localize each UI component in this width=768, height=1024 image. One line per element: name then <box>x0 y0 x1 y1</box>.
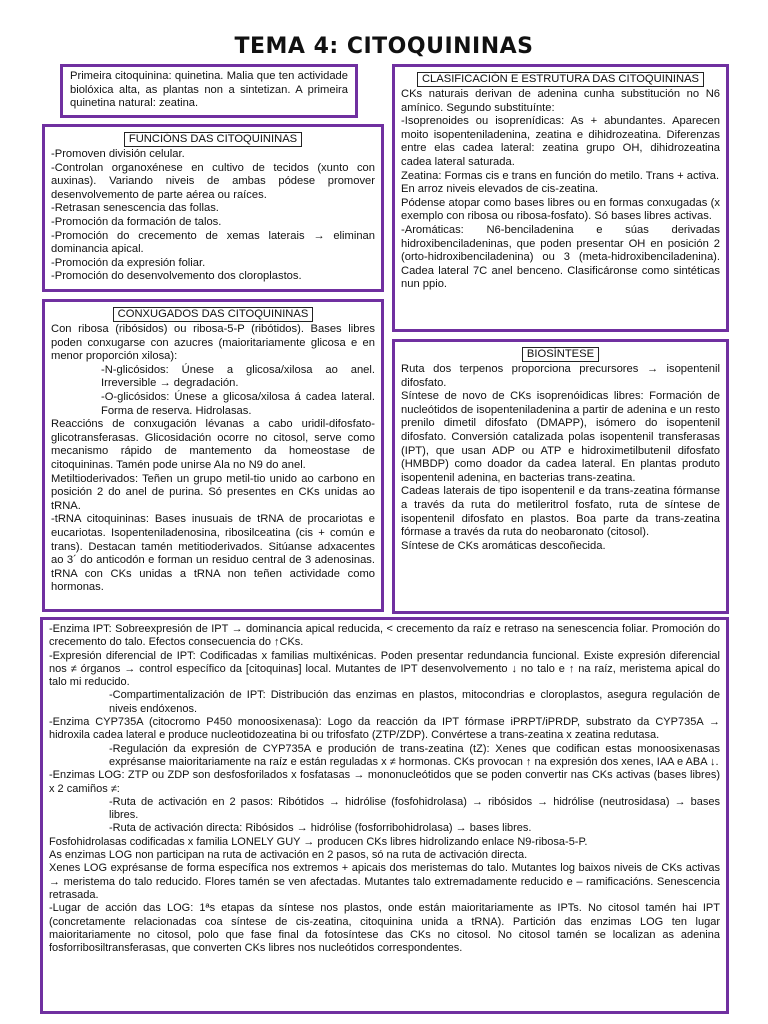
conxugados-line: -O-glicósidos: Únese a glicosa/xilosa á cadea lateral. Forma de reserva. Hidrolasas. <box>101 390 375 417</box>
enzimas-box <box>40 617 729 1014</box>
clasificacion-line: -Aromáticas: N6-benciladenina e súas derivadas hidroxibenciladeninas, que poden presentar OH en posición 2 (orto-hidroxibenciladenina) ou 3 (meta-hidroxibenciladenina). Cadea lateral 7C anel benceno. Clasificáronse como sintéticas nun ppio. <box>401 223 720 291</box>
funcions-heading: FUNCIÓNS DAS CITOQUININAS <box>124 132 302 147</box>
funcions-line: -Controlan organoxénese en cultivo de tecidos (xunto con auxinas). Variando niveis de ambas pódese promover desenvolvemento de parte aérea ou raíces. <box>51 161 375 201</box>
enzimas-line: -Enzimas LOG: ZTP ou ZDP son desfosforilados x fosfatasas → mononucleótidos que se poden convertir nas CKs activas (bases libres) x 2 camiños ≠: <box>49 769 720 795</box>
intro-box <box>60 64 358 118</box>
conxugados-line: Metiltioderivados: Teñen un grupo metil-tio unido ao carbono en posición 2 do anel de purina. Só presentes en CKs unidas ao tRNA. <box>51 472 375 512</box>
page-title: TEMA 4: CITOQUININAS <box>234 34 534 59</box>
funcions-line: -Promoción do desenvolvemento dos cloroplastos. <box>51 270 302 283</box>
clasificacion-line: CKs naturais derivan de adenina cunha substitución no N6 amínico. Segundo substituínte: <box>401 88 720 114</box>
conxugados-box <box>42 299 384 612</box>
enzimas-line: -Ruta de activación en 2 pasos: Ribótidos → hidrólise (fosfohidrolasa) → ribósidos → hidrólise (neutrosidasa) → bases libres. <box>109 795 720 822</box>
funcions-box <box>42 124 384 292</box>
enzimas-line: -Enzima CYP735A (citocromo P450 monoosixenasa): Logo da reacción da IPT fórmase iPRPT/iPRDP, substrato da CYP735A → hidroxila cadea lateral e produce nucleotidozeatina bi ou trifosfato (ZTP/ZDP). Convértese a trans-zeatina x zeatina redutasa. <box>49 716 720 742</box>
clasificacion-line: -Isoprenoides ou isoprenídicas: As + abundantes. Aparecen moito isopenteniladenina, zeatina e dihidrozeatina. Diferenzas entre elas cadea lateral: zeatina grupo OH, dihidrozeatina cadea lateral saturada. <box>401 115 720 168</box>
conxugados-line: Reaccións de conxugación lévanas a cabo uridil-difosfato-glicotransferasas. Glicosidación ocorre no citosol, serve como mecanismo rápido de mantemento da homeostase de citoquininas. Tamén pode unirse Ala no N9 do anel. <box>51 418 375 471</box>
enzimas-line: -Compartimentalización de IPT: Distribución das enzimas en plastos, mitocondrias e cloroplastos, asegura regulación de niveis endóxenos. <box>109 689 720 715</box>
funcions-line: -Promoven división celular. <box>51 148 185 160</box>
conxugados-line: -N-glicósidos: Únese a glicosa/xilosa ao anel. Irreversible → degradación. <box>101 363 375 390</box>
clasificacion-line: Pódense atopar como bases libres ou en formas conxugadas (x exemplo con ribosa ou ribosa-fosfato). Só bases libres activas. <box>401 196 720 223</box>
clasificacion-line: En arroz niveis elevados de cis-zeatina. <box>401 183 599 196</box>
biosintese-line: Ruta dos terpenos proporciona precursores → isopentenil difosfato. <box>401 363 720 389</box>
enzimas-line: -Enzima IPT: Sobreexpresión de IPT → dominancia apical reducida, < crecemento da raíz e retraso na senescencia foliar. Promoción do crecemento do talo. Efectos consecuencia do ↑CKs. <box>49 623 720 649</box>
funcions-line: -Retrasan senescencia das follas. <box>51 202 219 215</box>
enzimas-line: Xenes LOG exprésanse de forma específica nos extremos + apicais dos meristemas do talo. Mutantes log baixos niveis de CKs activas → meristema do talo reducido. Flores tamén se ven afectadas. Mutantes talo extremadamente reducido e – ramificacións. Senescencia retrasada. <box>49 862 720 901</box>
biosintese-heading: BIOSÍNTESE <box>522 347 599 362</box>
enzimas-line: -Expresión diferencial de IPT: Codificadas x familias multixénicas. Poden presentar redundancia funcional. Existe expresión diferencial nos ≠ órganos → control específico da [citoquinas] local. Mutantes de IPT desenvolvemento ↓ no talo e ↑ na raíz, meristema apical do talo mi reducido. <box>49 649 720 689</box>
enzimas-line: -Regulación da expresión de CYP735A e produción de trans-zeatina (tZ): Xenes que codifican estas monoosixenasas exprésanse maioritariamente na raíz e están reguladas x ≠ hormonas. CKs provocan ↑ na expresión dos xenes, IAA e ABA ↓. <box>109 742 720 768</box>
conxugados-line: Con ribosa (ribósidos) ou ribosa-5-P (ribótidos). Bases libres poden conxugarse con azucres (maioritariamente glicosa e en menor proporción xilosa): <box>51 323 375 363</box>
clasificacion-line: Zeatina: Formas cis e trans en función do metilo. Trans + activa. <box>401 169 720 182</box>
conxugados-heading: CONXUGADOS DAS CITOQUININAS <box>113 307 314 322</box>
enzimas-line: -Ruta de activación directa: Ribósidos → hidrólise (fosforribohidrolasa) → bases libres. <box>109 822 532 835</box>
conxugados-line: -tRNA citoquininas: Bases inusuais de tRNA de procariotas e eucariotas. Isopenteniladenosina, ribosilceatina (cis + común e trans). Destacan tamén metitioderivados. Sitúanse adxacentes ao 3´ do anticodón e forman un residuo central de 3 adenosinas. tRNA con CKs unidas a tRNA non teñen actividade como hormonas. <box>51 513 375 594</box>
clasificacion-box <box>392 64 729 332</box>
enzimas-line: -Lugar de acción das LOG: 1ªs etapas da síntese nos plastos, onde están maioritariamente as IPTs. No citosol tamén hai IPT (concretamente relacionadas coa síntese de cis-zeatina, citoquinina unida a tRNA). Partición das enzimas LOG ten lugar maioritariamente no citosol, polo que fase final da fotosíntese das CKs no citosol. No citosol tamén se localizan as adenina fosforribosiltransferasas, que converten CKs libres nos nucleótidos correspondentes. <box>49 902 720 955</box>
intro-text: Primeira citoquinina: quinetina. Malia que ten actividade biolóxica alta, as plantas non a sintetizan. A primeira quinetina natural: zeatina. <box>70 70 348 110</box>
biosintese-line: Síntese de novo de CKs isoprenóidicas libres: Formación de nucleótidos de isopenteniladenina a partir de adenina e un resto prenilo dimetil difosfato (DMAPP), isómero do isopentenil difosfato. Conversión catalizada polas isopentenil transferasas (IPT), que usan ADP ou ATP e hidroximetilbutenil difosfato (HMBDP) como doador da cadea lateral. En plantas produto isopentenil adenina, en bacterias trans-zeatina. <box>401 390 720 484</box>
clasificacion-heading: CLASIFICACIÓN E ESTRUTURA DAS CITOQUININAS <box>417 72 704 87</box>
funcions-line: -Promoción da formación de talos. <box>51 215 222 228</box>
biosintese-line: Síntese de CKs aromáticas descoñecida. <box>401 539 606 552</box>
enzimas-line: Fosfohidrolasas codificadas x familia LONELY GUY → producen CKs libres hidrolizando enlace N9-ribosa-5-P. <box>49 835 588 848</box>
enzimas-line: As enzimas LOG non participan na ruta de activación en 2 pasos, só na ruta de activación directa. <box>49 849 528 862</box>
biosintese-line: Cadeas laterais de tipo isopentenil e da trans-zeatina fórmanse a través da ruta do metileritrol fosfato, ruta de síntese de isopentenil difosfato en plastos. Boa parte da trans-zeatina fórmase a través da ruta do neobaronato (citosol). <box>401 485 720 539</box>
biosintese-box <box>392 339 729 614</box>
funcions-line: -Promoción do crecemento de xemas laterais → eliminan dominancia apical. <box>51 229 375 256</box>
funcions-line: -Promoción da expresión foliar. <box>51 256 206 269</box>
